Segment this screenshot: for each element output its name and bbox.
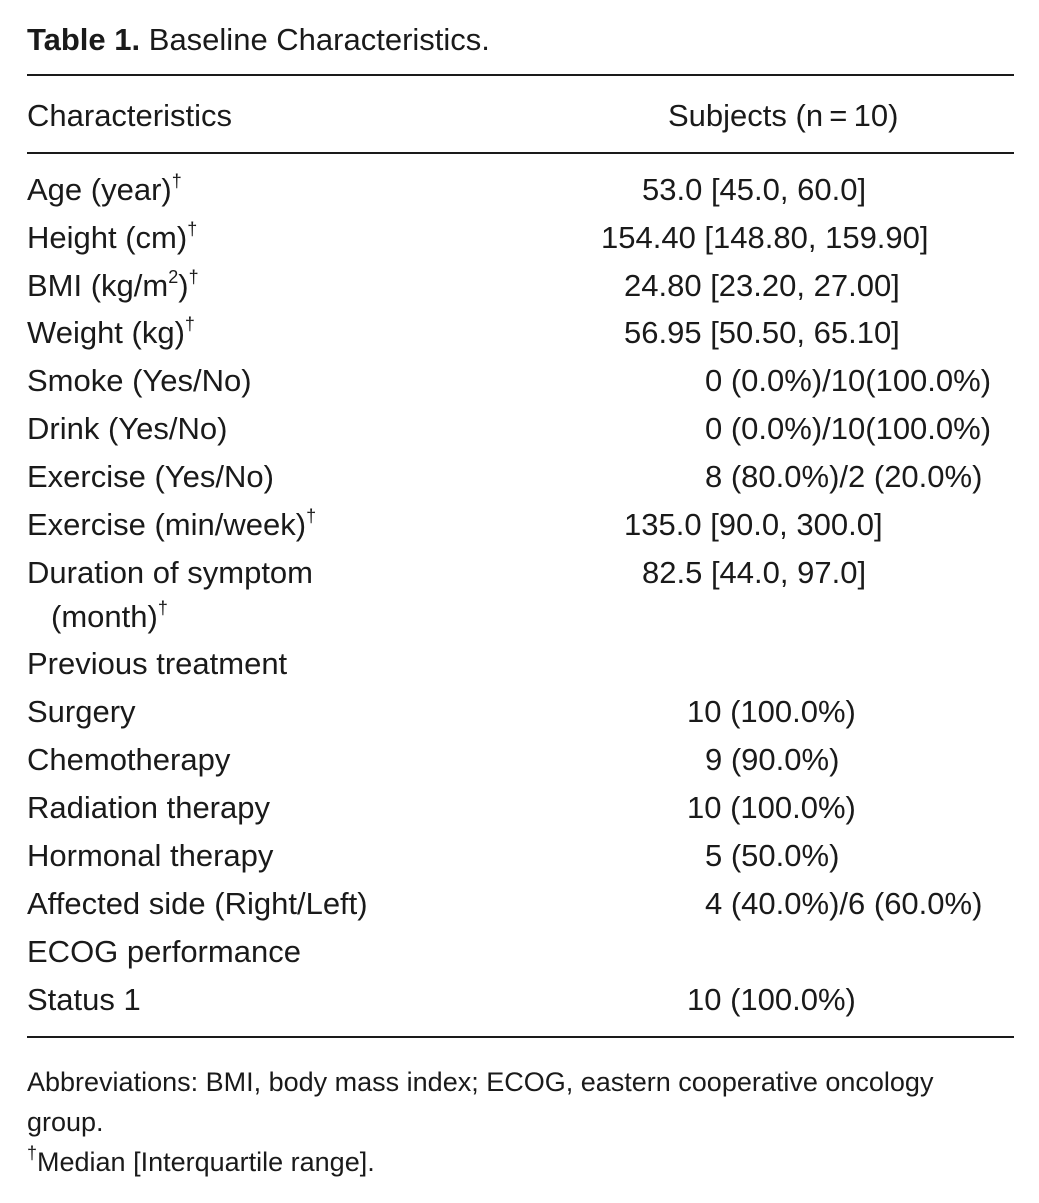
row-label: BMI $(kg/m^2)^\dagger$ bbox=[27, 266, 199, 303]
table-footnotes bbox=[27, 1062, 987, 1182]
row-label: Status 1 bbox=[27, 982, 141, 1017]
row-value: 9 (90.0%) bbox=[705, 742, 840, 777]
row-label: Age (year)† bbox=[27, 170, 182, 207]
table-label: Table 1. bbox=[27, 22, 141, 57]
row-value: 10 (100.0%) bbox=[687, 694, 856, 729]
table-title: Baseline Characteristics. bbox=[148, 22, 490, 57]
row-value: 10 (100.0%) bbox=[687, 790, 856, 825]
row-label: Affected side (Right/Left) bbox=[27, 886, 368, 921]
table-caption bbox=[27, 18, 490, 62]
top-rule bbox=[27, 74, 1014, 76]
column-header-subjects: Subjects (n = 10) bbox=[668, 98, 899, 133]
abbreviations-note: Abbreviations: BMI, body mass index; ECOG, eastern cooperative oncology group. bbox=[27, 1067, 934, 1137]
row-value: 5 (50.0%) bbox=[705, 838, 840, 873]
row-label: Duration of symptom (month)† bbox=[27, 555, 313, 634]
row-label: Drink (Yes/No) bbox=[27, 411, 228, 446]
row-value: 4 (40.0%)/6 (60.0%) bbox=[705, 886, 983, 921]
row-label: Height (cm)† bbox=[27, 218, 198, 255]
row-value: 10 (100.0%) bbox=[687, 982, 856, 1017]
row-value: 8 (80.0%)/2 (20.0%) bbox=[705, 459, 983, 494]
row-label: Chemotherapy bbox=[27, 742, 231, 777]
row-label: Previous treatment bbox=[27, 646, 288, 681]
row-value: 24.80 [23.20, 27.00] bbox=[624, 268, 900, 303]
row-label: Exercise (Yes/No) bbox=[27, 459, 274, 494]
row-label: Surgery bbox=[27, 694, 136, 729]
row-label: Weight (kg)† bbox=[27, 313, 195, 350]
row-value: 53.0 [45.0, 60.0] bbox=[642, 172, 867, 207]
row-label: Hormonal therapy bbox=[27, 838, 274, 873]
row-label: Exercise (min/week)† bbox=[27, 505, 317, 542]
row-value: 82.5 [44.0, 97.0] bbox=[642, 555, 867, 590]
header-rule bbox=[27, 152, 1014, 154]
row-value: 0 (0.0%)/10(100.0%) bbox=[705, 363, 992, 398]
row-label: Radiation therapy bbox=[27, 790, 270, 825]
column-header-characteristics: Characteristics bbox=[27, 98, 232, 133]
row-value: 154.40 [148.80, 159.90] bbox=[601, 220, 929, 255]
row-value: 56.95 [50.50, 65.10] bbox=[624, 315, 900, 350]
row-label: Smoke (Yes/No) bbox=[27, 363, 252, 398]
row-value: 135.0 [90.0, 300.0] bbox=[624, 507, 883, 542]
row-value: 0 (0.0%)/10(100.0%) bbox=[705, 411, 992, 446]
bottom-rule bbox=[27, 1036, 1014, 1038]
dagger-note: †Median [Interquartile range]. bbox=[27, 1143, 375, 1177]
row-label: ECOG performance bbox=[27, 934, 301, 969]
